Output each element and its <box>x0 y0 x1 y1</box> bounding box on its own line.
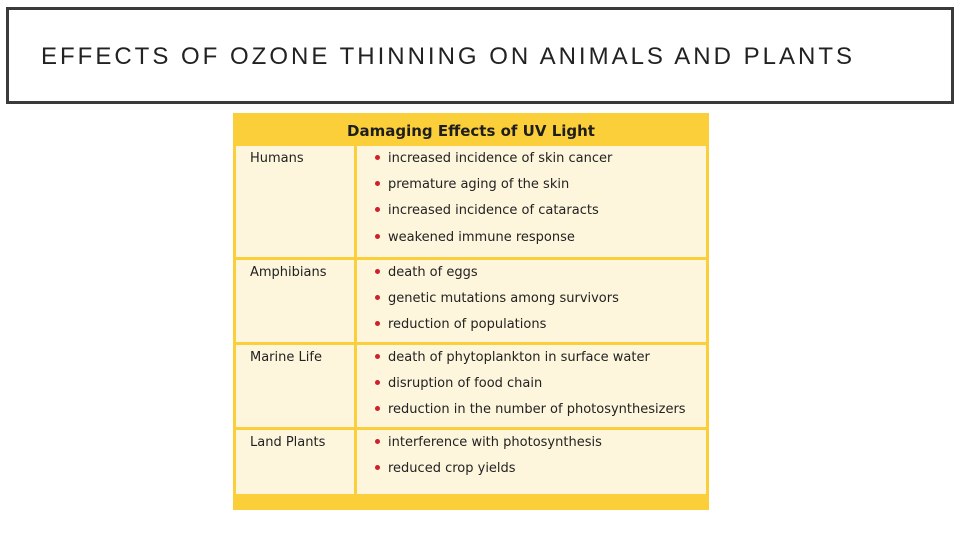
effects-list <box>357 260 706 342</box>
list-item <box>375 317 706 343</box>
list-item <box>375 402 706 428</box>
table-header: Damaging Effects of UV Light <box>347 122 595 140</box>
effect-text: genetic mutations among survivors <box>388 291 619 307</box>
bullet-icon <box>375 269 380 274</box>
slide-title: EFFECTS OF OZONE THINNING ON ANIMALS AND PLANTS <box>41 43 855 70</box>
effect-text: reduction in the number of photosynthesizers <box>388 402 686 418</box>
category-label: Marine Life <box>236 345 354 427</box>
bullet-icon <box>375 234 380 239</box>
effect-text: death of phytoplankton in surface water <box>388 350 650 365</box>
list-item <box>375 177 706 203</box>
bullet-icon <box>375 207 380 212</box>
list-item <box>375 203 706 229</box>
bullet-icon <box>375 321 380 326</box>
effects-list <box>357 345 706 427</box>
table-row-marine-life <box>236 345 706 427</box>
list-item <box>375 350 706 376</box>
category-label: Land Plants <box>236 430 354 494</box>
list-item <box>375 435 706 461</box>
effect-text: disruption of food chain <box>388 376 543 392</box>
effect-text: death of eggs <box>388 265 478 280</box>
bullet-icon <box>375 155 380 160</box>
slide-title-box <box>6 7 954 104</box>
list-item <box>375 230 706 256</box>
table-row-land-plants <box>236 430 706 494</box>
effects-list <box>357 146 706 257</box>
bullet-icon <box>375 439 380 444</box>
effect-text: weakened immune response <box>388 229 575 245</box>
effect-text: increased incidence of skin cancer <box>388 151 613 166</box>
bullet-icon <box>375 406 380 411</box>
list-item <box>375 151 706 177</box>
effect-text: increased incidence of cataracts <box>388 203 599 219</box>
bullet-icon <box>375 354 380 359</box>
category-label: Humans <box>236 146 354 257</box>
effect-text: reduced crop yields <box>388 461 516 477</box>
list-item <box>375 376 706 402</box>
bullet-icon <box>375 465 380 470</box>
bullet-icon <box>375 380 380 385</box>
effect-text: reduction of populations <box>388 317 547 333</box>
effects-list <box>357 430 706 494</box>
uv-effects-table <box>233 113 709 510</box>
table-row-amphibians <box>236 260 706 342</box>
table-row-humans <box>236 146 706 257</box>
list-item <box>375 265 706 291</box>
category-label: Amphibians <box>236 260 354 342</box>
bullet-icon <box>375 181 380 186</box>
effect-text: premature aging of the skin <box>388 177 570 193</box>
effect-text: interference with photosynthesis <box>388 435 602 450</box>
list-item <box>375 291 706 317</box>
list-item <box>375 461 706 487</box>
bullet-icon <box>375 295 380 300</box>
table-body <box>236 146 706 494</box>
